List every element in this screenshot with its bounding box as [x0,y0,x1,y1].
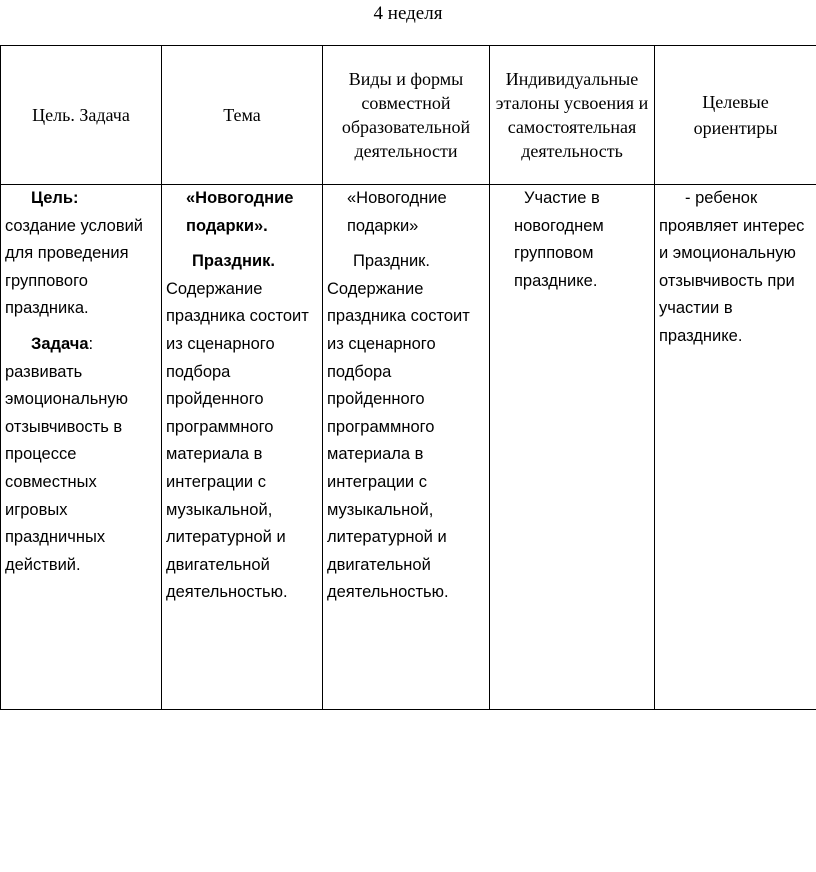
goal-text: создание условий для проведения группового праздника. [5,216,144,318]
header-target-guidelines: Целевые ориентиры [655,46,816,185]
cell-goal-task [1,185,162,710]
table-header-row [1,46,816,185]
activity-event: Праздник. [353,252,430,271]
cell-activity-forms [323,185,490,710]
header-theme: Тема [162,46,323,185]
cell-target-guidelines [655,185,816,710]
header-individual-standards: Индивидуальные эталоны усвоения и самостоятельная деятельность [490,46,655,185]
task-line [5,331,157,359]
task-colon: : [88,334,94,353]
theme-description: Содержание праздника состоит из сценарного подбора пройденного программного материала в интеграции с музыкальной, литературной и двигательной деятельностью. [166,279,309,602]
cell-individual-standards [490,185,655,710]
goal-label: Цель: [31,189,79,207]
target-text: - ребенок проявляет интерес и эмоциональную отзывчивость при участии в празднике. [659,189,805,345]
task-label: Задача [31,334,89,353]
page-title: 4 неделя [373,3,443,24]
cell-theme [162,185,323,710]
header-goal-task: Цель. Задача [1,46,162,185]
event-label: Праздник. [192,252,275,271]
table-row [1,185,816,710]
activity-description: Содержание праздника состоит из сценарного подбора пройденного программного материала в интеграции с музыкальной, литературной и двигательной деятельностью. [327,279,470,602]
activity-theme: «Новогодние подарки» [347,189,447,235]
task-text: развивать эмоциональную отзывчивость в процессе совместных игровых праздничных действий. [5,362,129,574]
individual-text: Участие в новогоднем групповом празднике. [514,189,604,290]
theme-title: «Новогодние подарки». [186,189,294,235]
lesson-plan-table [0,45,816,710]
header-activity-forms: Виды и формы совместной образовательной деятельности [323,46,490,185]
